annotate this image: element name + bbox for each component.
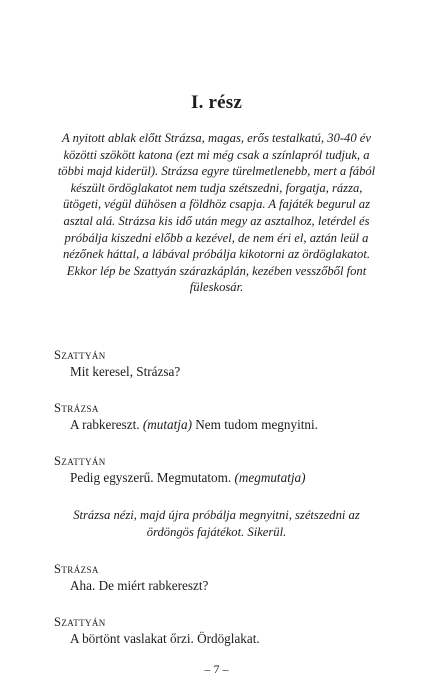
dialogue-line: [54, 469, 384, 487]
dialogue-block-4: [54, 561, 384, 595]
inline-stage-direction: (megmutatja): [234, 470, 306, 485]
speaker-name: Szattyán: [54, 348, 106, 362]
dialogue-line: Mit keresel, Strázsa?: [70, 364, 181, 379]
dialogue-text: A rabkereszt.: [70, 417, 140, 432]
dialogue-line: [54, 416, 384, 434]
speaker-name: Strázsa: [54, 401, 99, 415]
dialogue-line: Aha. De miért rabkereszt?: [70, 578, 209, 593]
dialogue-block-3: [54, 453, 384, 487]
dialogue-block-1: [54, 347, 384, 381]
dialogue-line: A börtönt vaslakat őrzi. Ördöglakat.: [70, 631, 260, 646]
dialogue-block-2: [54, 400, 384, 434]
inline-stage-direction: (mutatja): [142, 417, 192, 432]
speaker-name: Szattyán: [54, 454, 106, 468]
middle-stage-direction: Strázsa nézi, majd újra próbálja megnyitni, szétszedni az ördöngös fajátékot. Sikerül.: [73, 508, 360, 539]
opening-stage-direction: A nyitott ablak előtt Strázsa, magas, erős testalkatú, 30-40 év közötti szökött katona (ezt mi még csak a színlapról tudjuk, a többi majd kiderül). Strázsa egyre türelmetlenebb, mert a fából készült ördöglakatot nem tudja szétszedni, forgatja, rázza, ütögeti, végül dühösen a földhöz csapja. A fajáték begurul az asztal alá. Strázsa kis idő után megy az asztalhoz, letérdel és próbálja kiszedni előbb a kezével, de nem éri el, aztán leül a nézőnek háttal, a lábával próbálja kikotorni az ördöglakatot. Ekkor lép be Szattyán szárazkáplán, kezében vesszőből font füleskosár.: [57, 131, 376, 295]
page-number: – 7 –: [204, 662, 229, 676]
speaker-name: Szattyán: [54, 615, 106, 629]
dialogue-text: Nem tudom megnyitni.: [195, 417, 318, 432]
part-title: I. rész: [191, 92, 242, 113]
dialogue-block-5: [54, 614, 384, 648]
dialogue-text: Pedig egyszerű. Megmutatom.: [70, 470, 232, 485]
speaker-name: Strázsa: [54, 562, 99, 576]
